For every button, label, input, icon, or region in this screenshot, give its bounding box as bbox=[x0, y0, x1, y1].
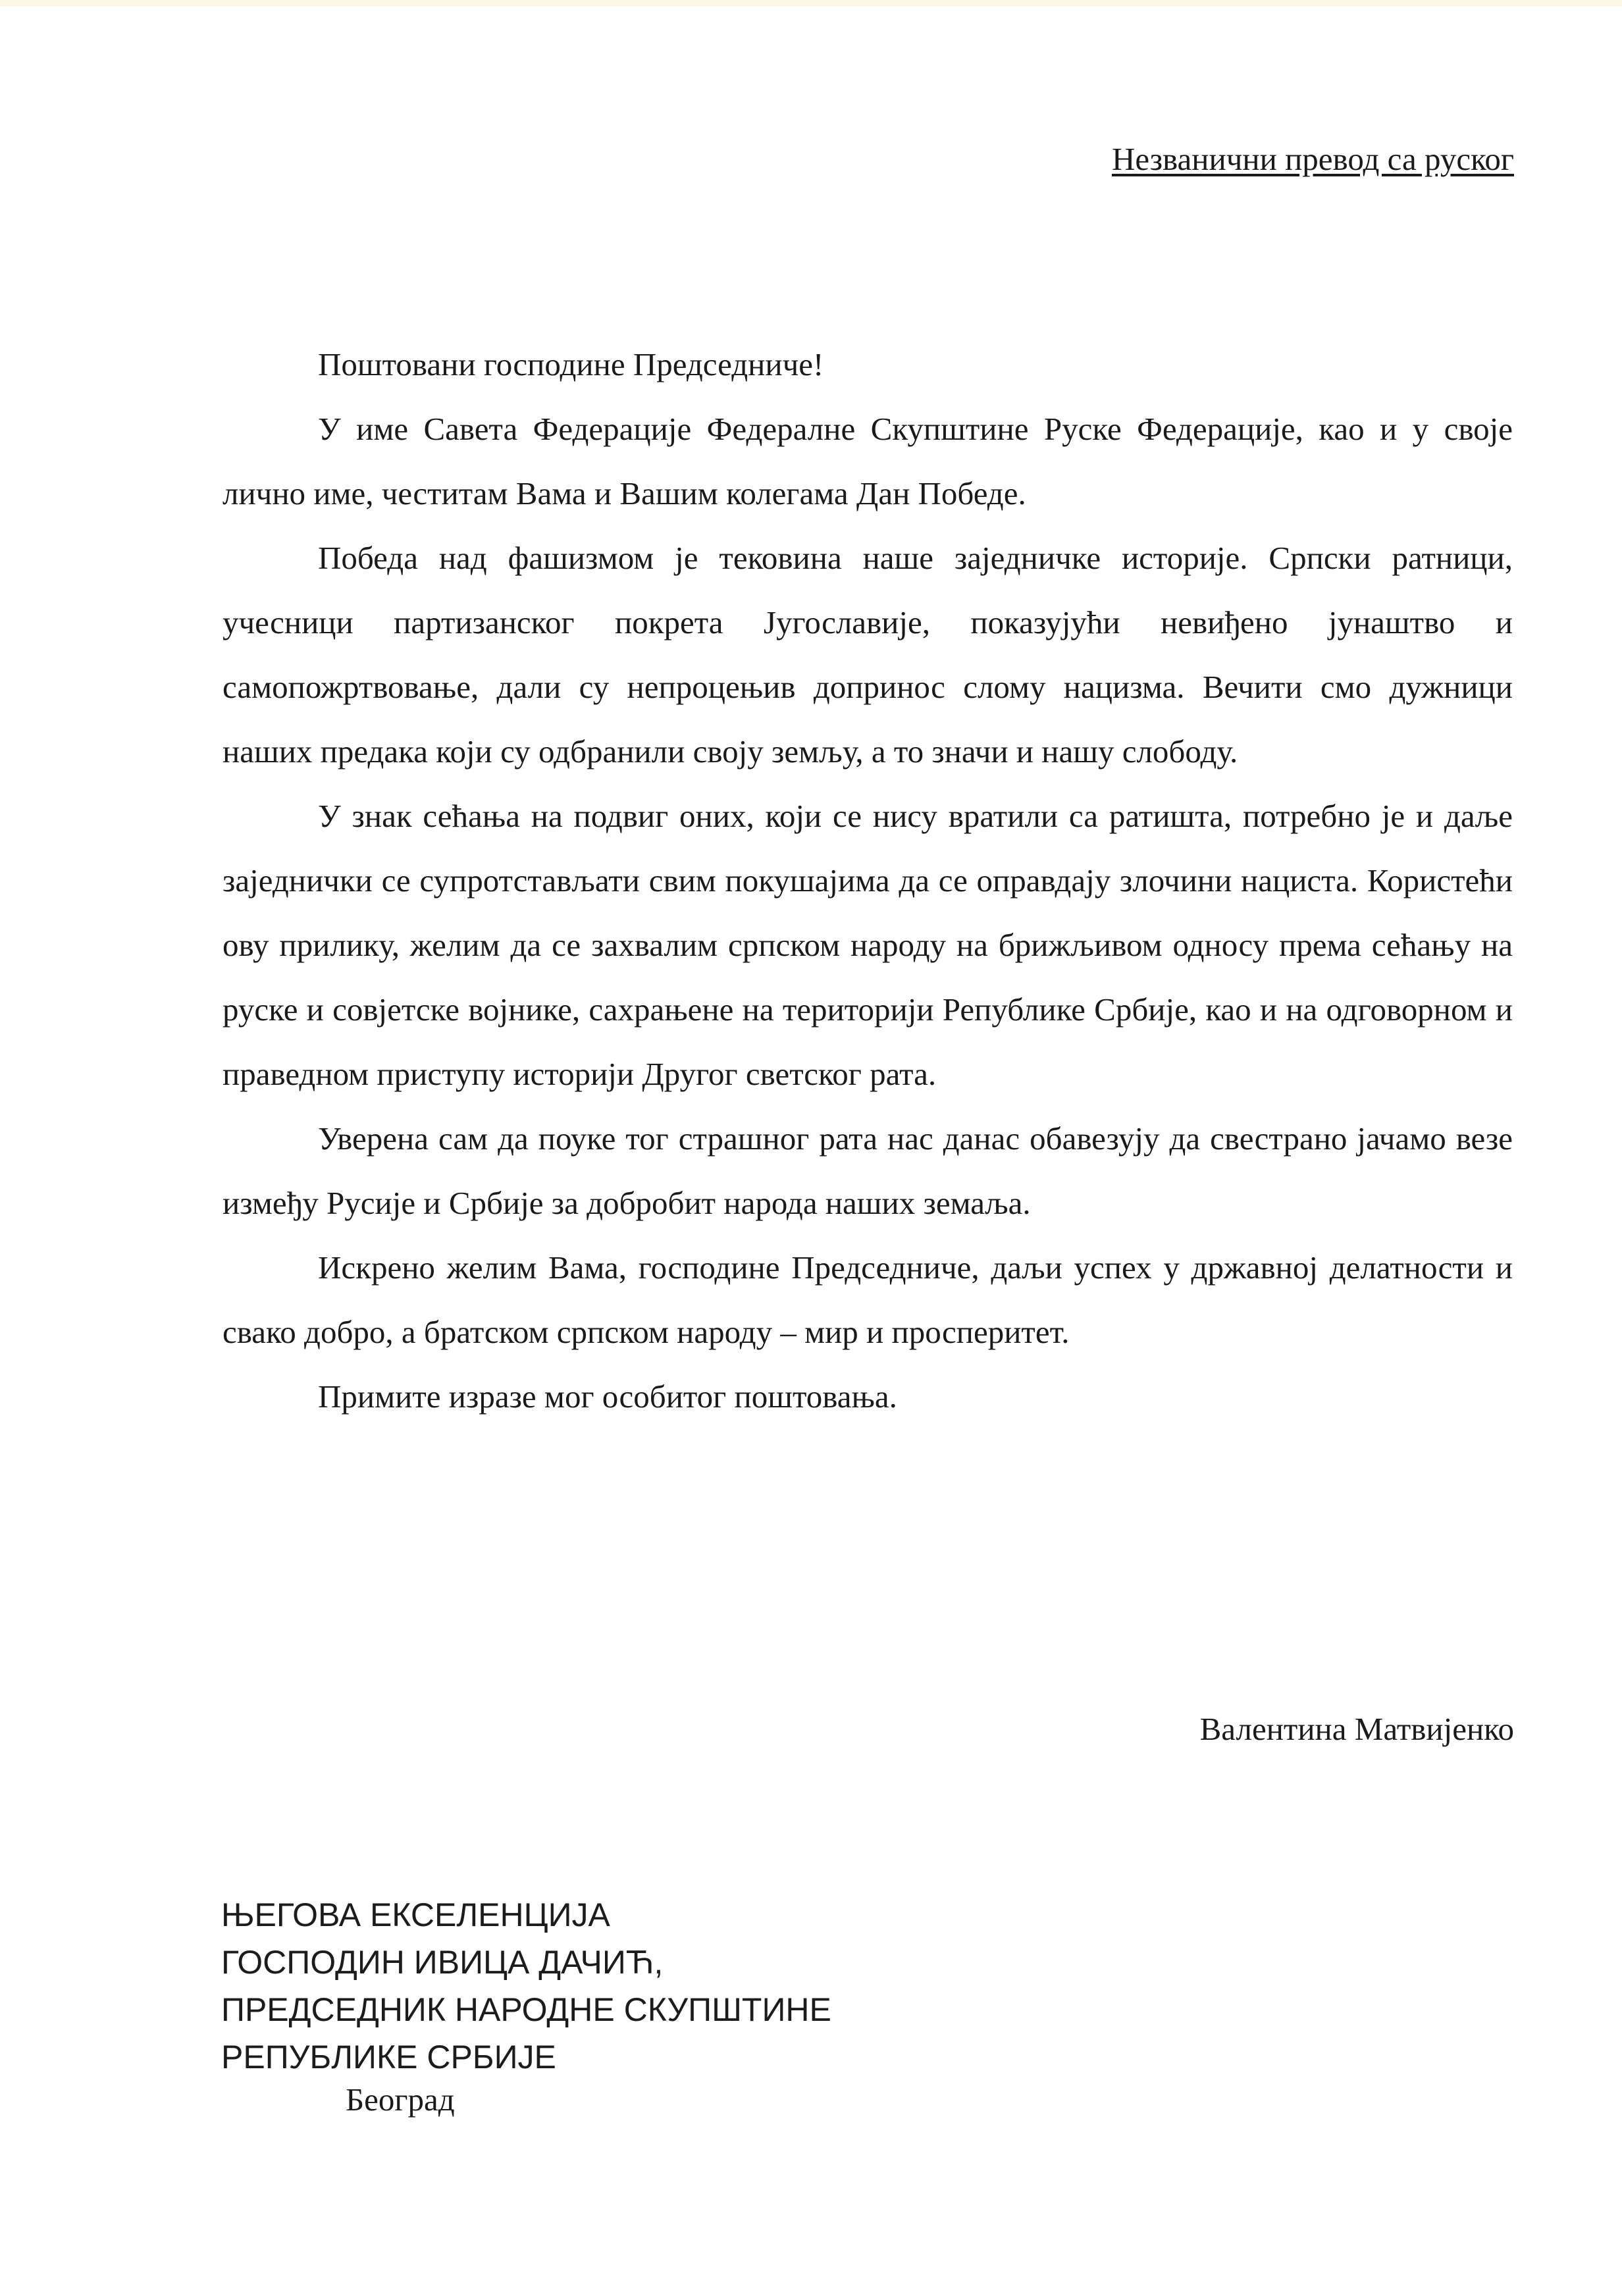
paragraph-1: У име Савета Федерације Федералне Скупштине Руске Федерације, као и у своје лично име, честитам Вама и Вашим колегама Дан Победе. bbox=[222, 411, 1513, 511]
paragraph-5: Искрено желим Вама, господине Председниче, даљи успех у државној делатности и свако добро, а братском српском народу – мир и просперитет. bbox=[222, 1249, 1513, 1350]
addressee-line-3: ПРЕДСЕДНИК НАРОДНЕ СКУПШТИНЕ bbox=[221, 1991, 831, 2028]
addressee-line-1: ЊЕГОВА ЕКСЕЛЕНЦИЈА bbox=[221, 1896, 610, 1933]
paragraph-6: Примите изразе мог особитог поштовања. bbox=[318, 1378, 897, 1415]
addressee-line-2: ГОСПОДИН ИВИЦА ДАЧИЋ, bbox=[221, 1944, 664, 1981]
addressee-block bbox=[221, 1891, 1274, 2081]
scan-edge bbox=[0, 0, 1622, 7]
salutation: Поштовани господине Председниче! bbox=[318, 346, 824, 382]
paragraph-4: Уверена сам да поуке тог страшног рата нас данас обавезују да свестрано јачамо везе између Русије и Србије за добробит народа наших земаља. bbox=[222, 1120, 1513, 1221]
addressee-city: Београд bbox=[346, 2081, 455, 2118]
letter-body bbox=[222, 332, 1513, 1429]
signature-name: Валентина Матвијенко bbox=[1199, 1711, 1514, 1747]
paragraph-3: У знак сећања на подвиг оних, који се нису вратили са ратишта, потребно је и даље заједнички се супротстављати свим покушајима да се оправдају злочини нациста. Користећи ову прилику, желим да се захвалим српском народу на брижљивом односу према сећању на руске и совјетске војнике, сахрањене на територији Републике Србије, као и на одговорном и праведном приступу историји Другог светског рата. bbox=[222, 798, 1513, 1092]
paragraph-2: Победа над фашизмом је тековина наше заједничке историје. Српски ратници, учесници партизанског покрета Југославије, показујући невиђено јунаштво и самопожртвовање, дали су непроцењив допринос слому нацизма. Вечити смо дужници наших предака који су одбранили своју земљу, а то значи и нашу слободу. bbox=[222, 540, 1513, 770]
translation-note: Незванични превод са руског bbox=[1111, 141, 1514, 177]
addressee-line-4: РЕПУБЛИКЕ СРБИЈЕ bbox=[221, 2039, 556, 2075]
